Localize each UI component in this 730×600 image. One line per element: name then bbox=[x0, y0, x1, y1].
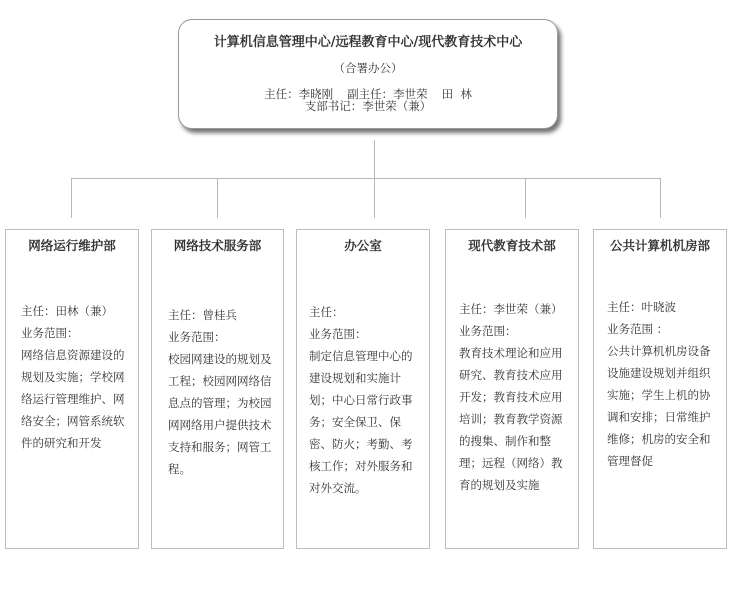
dept-scope-label: 业务范围： bbox=[309, 327, 367, 341]
dept-scope: 教育技术理论和应用研究、教育技术应用开发；教育技术应用培训；教育教学资源的搜集、制作和整理；远程（网络）教育的规划及实施 bbox=[459, 346, 563, 492]
dept-head: 主任：曾桂兵 bbox=[168, 308, 237, 322]
center-deputy-2: 田 林 bbox=[441, 87, 472, 101]
center-deputy: 副主任：李世荣 bbox=[347, 87, 428, 101]
dept-scope: 制定信息管理中心的建设规划和实施计划；中心日常行政事务；安全保卫、保密、防火；考勤、考核工作；对外服务和对外交流。 bbox=[309, 349, 413, 495]
dept-education-technology bbox=[445, 229, 579, 549]
dept-network-services bbox=[151, 229, 284, 549]
center-director: 主任：李晓刚 bbox=[264, 87, 334, 101]
dept-title: 公共计算机机房部 bbox=[609, 238, 710, 253]
connector-drop-1 bbox=[71, 178, 72, 218]
connector-drop-2 bbox=[217, 178, 218, 218]
dept-head: 主任：田林（兼） bbox=[21, 304, 113, 318]
center-title: 计算机信息管理中心/远程教育中心/现代教育技术中心 bbox=[213, 35, 523, 50]
dept-office bbox=[296, 229, 430, 549]
connector-drop-5 bbox=[660, 178, 661, 218]
center-secretary: 支部书记：李世荣（兼） bbox=[304, 99, 432, 113]
dept-title: 网络技术服务部 bbox=[173, 238, 262, 253]
dept-scope-label: 业务范围： bbox=[459, 324, 517, 338]
dept-scope: 网络信息资源建设的规划及实施；学校网络运行管理维护、网络安全；网管系统软件的研究和开发 bbox=[21, 348, 125, 450]
dept-title: 办公室 bbox=[344, 238, 382, 253]
dept-head: 主任：叶晓波 bbox=[607, 300, 676, 314]
center-subtitle: （合署办公） bbox=[333, 61, 403, 75]
connector-trunk bbox=[374, 140, 375, 178]
dept-head: 主任：李世荣（兼） bbox=[459, 302, 563, 316]
dept-scope: 公共计算机机房设备设施建设规划并组织实施；学生上机的协调和安排；日常维护维修；机房的安全和管理督促 bbox=[607, 344, 711, 468]
center-box bbox=[178, 19, 558, 129]
dept-scope-label: 业务范围 ： bbox=[607, 322, 669, 336]
center-leaders bbox=[179, 88, 557, 112]
dept-scope-label: 业务范围： bbox=[168, 330, 226, 344]
connector-drop-3 bbox=[374, 178, 375, 218]
dept-title: 网络运行维护部 bbox=[28, 238, 116, 253]
dept-network-operations bbox=[5, 229, 139, 549]
connector-drop-4 bbox=[525, 178, 526, 218]
dept-scope-label: 业务范围： bbox=[21, 326, 79, 340]
dept-head: 主任： bbox=[309, 305, 344, 319]
dept-title: 现代教育技术部 bbox=[468, 238, 556, 253]
connector-bus bbox=[71, 178, 661, 179]
dept-scope: 校园网建设的规划及工程；校园网网络信息点的管理；为校园网网络用户提供技术支持和服务；网管工程。 bbox=[168, 352, 272, 476]
dept-computer-labs bbox=[593, 229, 727, 549]
